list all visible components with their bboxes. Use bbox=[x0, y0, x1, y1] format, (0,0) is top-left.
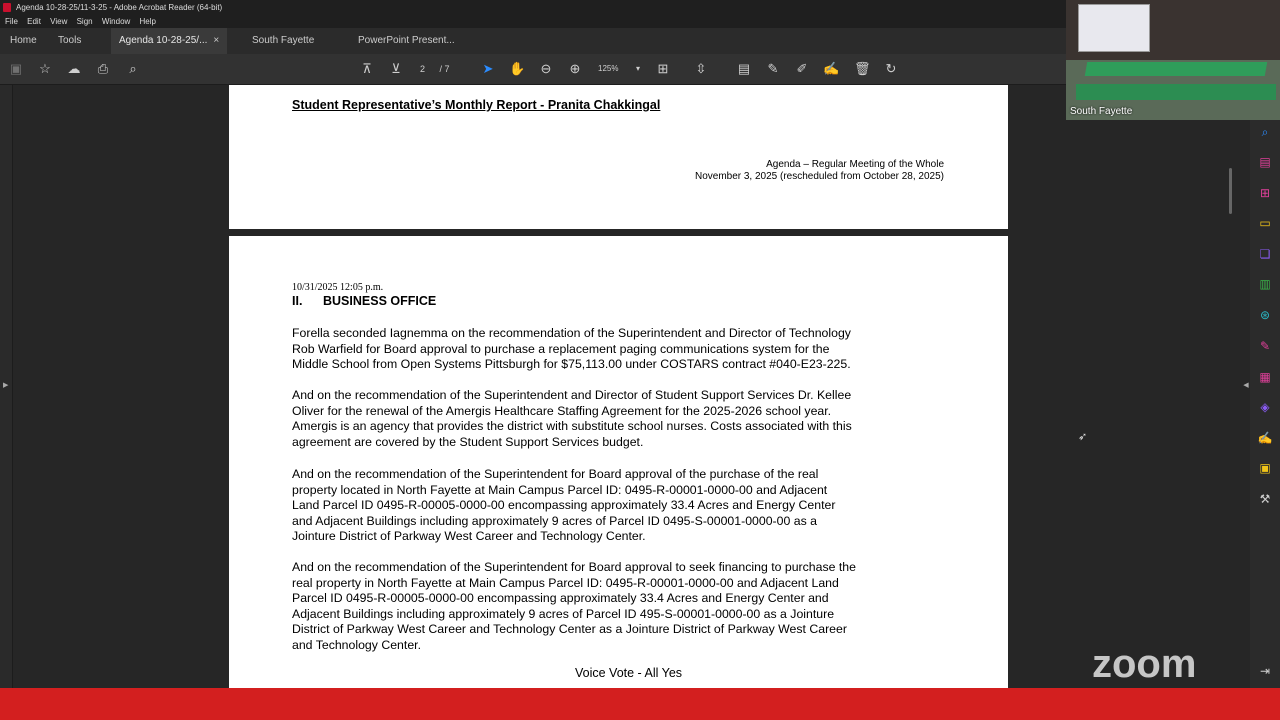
tab-home[interactable]: Home bbox=[10, 35, 37, 46]
tab-bar bbox=[0, 28, 1066, 54]
tab-agenda-document[interactable] bbox=[111, 28, 227, 54]
tab-south-fayette[interactable]: South Fayette bbox=[252, 35, 315, 46]
paragraph: And on the recommendation of the Superintendent for Board approval of the purchase of the real property located in North Fayette at Main Campus Parcel ID: 0495-R-00001-0000-00 and Adjacent Land Parcel ID 0495-R-00005-0000-00 encompassing approximately 33.4 Acres and Energy Center and Adjacent Buildings including approximately 9 acres of Parcel ID 0495-S-00001-0000-00 as a Jointure District of Parkway West Career and Technology Center. bbox=[292, 467, 836, 544]
paragraph: Forella seconded Iagnemma on the recommendation of the Superintendent and Director of Technology Rob Warfield for Board approval to purchase a replacement paging communications system for the Middle School from Open Systems Pittsburgh for $75,113.00 under COSTARS contract #040-E23-225. bbox=[292, 326, 851, 372]
section-heading bbox=[292, 294, 436, 308]
protect-icon[interactable]: ◈ bbox=[1260, 400, 1270, 414]
timestamp: 10/31/2025 12:05 p.m. bbox=[292, 282, 384, 293]
stamp-icon[interactable]: ✍ bbox=[823, 61, 840, 76]
zoom-watermark: zoom bbox=[1092, 642, 1197, 686]
page-indicator[interactable] bbox=[420, 54, 450, 84]
bottom-red-bar bbox=[0, 688, 1280, 720]
compress-icon[interactable]: ⊛ bbox=[1259, 308, 1271, 322]
section-title: BUSINESS OFFICE bbox=[323, 294, 437, 308]
tab-agenda-label: Agenda 10-28-25/... bbox=[119, 35, 208, 46]
agenda-header-line2: November 3, 2025 (rescheduled from October 28, 2025) bbox=[694, 171, 944, 182]
bookmark-star-icon[interactable]: ☆ bbox=[39, 61, 51, 76]
search-pdf-icon[interactable]: ⌕ bbox=[1261, 125, 1269, 139]
acrobat-app-icon bbox=[3, 3, 11, 12]
report-title: Student Representative’s Monthly Report - Pranita Chakkingal bbox=[292, 98, 661, 112]
menu-sign[interactable]: Sign bbox=[76, 17, 93, 26]
search-icon[interactable]: ⌕ bbox=[129, 61, 137, 76]
highlight-pen-icon[interactable]: ✎ bbox=[767, 61, 779, 76]
collapse-right-pane-icon[interactable]: ◀ bbox=[1243, 382, 1249, 389]
tab-powerpoint[interactable]: PowerPoint Present... bbox=[358, 35, 455, 46]
vertical-scrollbar[interactable] bbox=[1229, 168, 1232, 214]
participant-name: South Fayette bbox=[1070, 106, 1133, 117]
menu-file[interactable]: File bbox=[5, 17, 18, 26]
paragraph: And on the recommendation of the Superintendent for Board approval to seek financing to purchase the real property in North Fayette at Main Campus Parcel ID: 0495-R-00001-0000-00 and Adjacent Land Parcel ID 0495-R-00005-0000-00 encompassing approximately 33.4 Acres and Energy Center and Adjacent Buildings including approximately 9 acres of Parcel ID 495-S-00001-0000-00 as a Jointure District of Parkway West Career and Technology Center as a Jointure District of Parkway West Career and Technology Center. bbox=[292, 560, 856, 652]
send-for-review-icon[interactable]: ▣ bbox=[1259, 461, 1271, 475]
tab-tools[interactable]: Tools bbox=[58, 35, 82, 46]
section-number: II. bbox=[292, 294, 303, 308]
next-page-icon[interactable]: ⊻ bbox=[391, 61, 401, 76]
title-bar bbox=[0, 0, 1066, 15]
expand-left-pane-icon[interactable]: ▶ bbox=[3, 382, 9, 389]
meeting-table bbox=[1085, 62, 1267, 76]
hand-tool-icon[interactable]: ✋ bbox=[509, 61, 526, 76]
select-cursor-icon[interactable]: ➤ bbox=[482, 61, 494, 76]
request-signature-icon[interactable]: ✍ bbox=[1257, 431, 1273, 445]
combine-files-icon[interactable]: ❏ bbox=[1259, 247, 1271, 261]
zoom-in-icon[interactable]: ⊕ bbox=[569, 61, 581, 76]
export-pdf-icon[interactable]: ▤ bbox=[1259, 155, 1271, 169]
edit-pdf-icon[interactable]: ▦ bbox=[1259, 370, 1271, 384]
menu-window[interactable]: Window bbox=[101, 17, 131, 26]
comment-tool-icon[interactable]: ▭ bbox=[1259, 216, 1271, 230]
close-icon[interactable]: × bbox=[213, 35, 220, 46]
current-page-field[interactable]: 2 bbox=[420, 64, 426, 74]
scroll-mode-icon[interactable]: ⇳ bbox=[695, 61, 707, 76]
cloud-upload-icon[interactable]: ☁ bbox=[67, 61, 81, 76]
menu-bar bbox=[0, 15, 1066, 28]
mouse-cursor-icon: ➶ bbox=[1078, 431, 1088, 443]
organize-pages-icon[interactable]: ▥ bbox=[1259, 277, 1271, 291]
draw-icon[interactable]: ✐ bbox=[796, 61, 808, 76]
meeting-table bbox=[1076, 84, 1276, 100]
vote-result: Voice Vote - All Yes bbox=[575, 666, 683, 680]
delete-icon[interactable]: 🗑 bbox=[854, 61, 871, 76]
more-tools-icon[interactable]: ⚒ bbox=[1259, 492, 1271, 506]
page-fit-icon[interactable]: ⊞ bbox=[657, 61, 669, 76]
comment-icon[interactable]: ▤ bbox=[737, 61, 751, 76]
paragraph: And on the recommendation of the Superintendent and Director of Student Support Services Dr. Kellee Oliver for the renewal of the Amergis Healthcare Staffing Agreement for the 2025-2026 school year. Amergis is an agency that provides the district with substitute school nurses. Costs associated with this agreement are covered by the Student Support Services budget. bbox=[292, 388, 852, 449]
zoom-video-thumbnail[interactable] bbox=[1066, 0, 1280, 120]
left-pane-collapsed[interactable] bbox=[0, 85, 13, 688]
menu-help[interactable]: Help bbox=[139, 17, 156, 26]
rotate-icon[interactable]: ↻ bbox=[885, 61, 897, 76]
menu-edit[interactable]: Edit bbox=[27, 17, 41, 26]
save-icon[interactable]: ▣ bbox=[9, 61, 23, 76]
print-icon[interactable]: ⎙ bbox=[97, 61, 109, 76]
pdf-page-1 bbox=[229, 85, 1008, 229]
pane-toggle-icon[interactable]: ⇥ bbox=[1259, 664, 1271, 678]
zoom-out-icon[interactable]: ⊖ bbox=[540, 61, 552, 76]
projector-screen bbox=[1078, 4, 1150, 52]
fill-sign-icon[interactable]: ✎ bbox=[1259, 339, 1271, 353]
agenda-header bbox=[695, 159, 944, 183]
create-pdf-icon[interactable]: ⊞ bbox=[1259, 186, 1271, 200]
pdf-page-2 bbox=[229, 236, 1008, 688]
window-title: Agenda 10-28-25/11-3-25 - Adobe Acrobat Reader (64-bit) bbox=[16, 3, 223, 12]
chevron-down-icon[interactable]: ▾ bbox=[635, 64, 640, 73]
agenda-header-line1: Agenda – Regular Meeting of the Whole bbox=[766, 159, 944, 170]
zoom-level-field[interactable]: 125% bbox=[598, 64, 619, 73]
previous-page-icon[interactable]: ⊼ bbox=[362, 61, 372, 76]
menu-view[interactable]: View bbox=[50, 17, 68, 26]
total-pages: / 7 bbox=[439, 64, 450, 74]
